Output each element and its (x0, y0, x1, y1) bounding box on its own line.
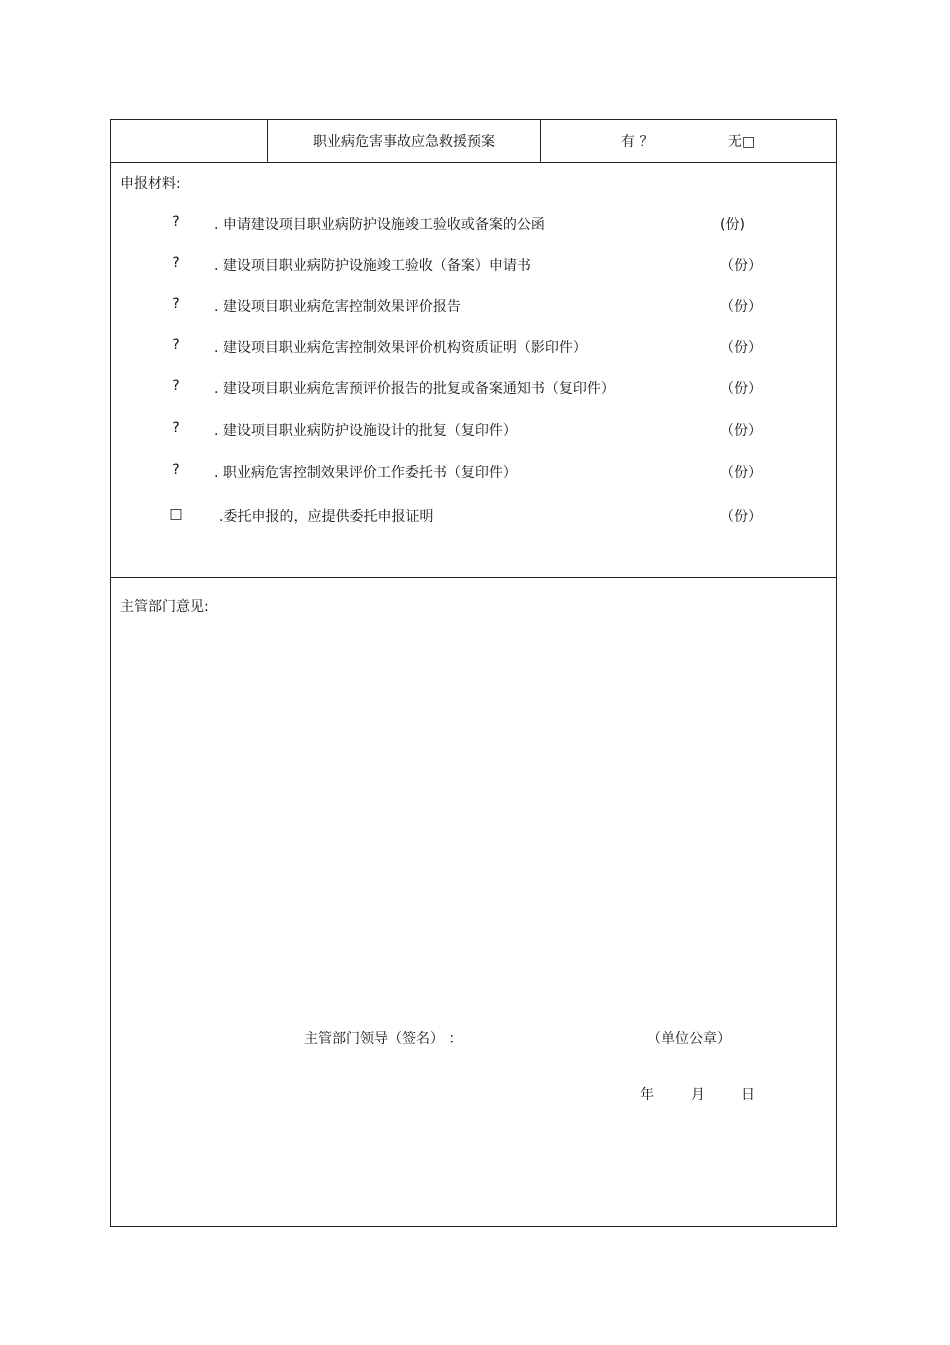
material-item (111, 462, 836, 482)
material-checkbox[interactable]: ? (172, 337, 180, 353)
material-text: . 建设项目职业病防护设施设计的批复（复印件） (214, 423, 517, 439)
material-item (111, 506, 836, 526)
material-checkbox[interactable]: □ (169, 506, 183, 522)
material-item (111, 337, 836, 357)
unit-seal-label: （单位公章） (647, 1031, 731, 1047)
material-text: . 建设项目职业病防护设施竣工验收（备案）申请书 (214, 258, 531, 274)
option-no[interactable]: 无□ (728, 134, 756, 150)
date-month: 月 (691, 1087, 705, 1103)
material-item (111, 255, 836, 275)
material-checkbox[interactable]: ? (172, 462, 180, 478)
material-item (111, 378, 836, 398)
material-checkbox[interactable]: ? (172, 378, 180, 394)
material-unit: （份） (720, 465, 762, 481)
material-text: . 职业病危害控制效果评价工作委托书（复印件） (214, 465, 517, 481)
material-item (111, 296, 836, 316)
material-text: . 建设项目职业病危害控制效果评价机构资质证明（影印件） (214, 340, 587, 356)
leader-signature-label: 主管部门领导（签名） ： (304, 1031, 463, 1047)
plan-title: 职业病危害事故应急救援预案 (268, 120, 541, 162)
application-form (110, 119, 837, 1227)
materials-label: 申报材料: (120, 176, 181, 192)
header-row (111, 120, 836, 163)
material-unit: （份） (720, 299, 762, 315)
material-text: . 申请建设项目职业病防护设施竣工验收或备案的公函 (214, 217, 545, 233)
date-day: 日 (741, 1087, 755, 1103)
materials-section (111, 163, 836, 578)
material-checkbox[interactable]: ? (172, 420, 180, 436)
opinion-label: 主管部门意见: (120, 599, 209, 615)
option-yes[interactable]: 有 ？ (621, 134, 654, 150)
date-year: 年 (640, 1087, 654, 1103)
material-checkbox[interactable]: ? (172, 214, 180, 230)
material-unit: （份） (720, 423, 762, 439)
material-unit: （份） (720, 340, 762, 356)
material-item (111, 420, 836, 440)
material-unit: (份) (720, 217, 745, 233)
material-text: . 建设项目职业病危害控制效果评价报告 (214, 299, 461, 315)
material-text: . 建设项目职业病危害预评价报告的批复或备案通知书（复印件） (214, 381, 615, 397)
material-item (111, 214, 836, 234)
material-checkbox[interactable]: ? (172, 255, 180, 271)
material-unit: （份） (720, 509, 762, 525)
opinion-section (111, 578, 836, 1226)
material-checkbox[interactable]: ? (172, 296, 180, 312)
yes-no-cell (541, 120, 836, 162)
material-unit: （份） (720, 381, 762, 397)
blank-cell (111, 120, 268, 162)
material-unit: （份） (720, 258, 762, 274)
material-text: .委托申报的，应提供委托申报证明 (219, 509, 434, 525)
